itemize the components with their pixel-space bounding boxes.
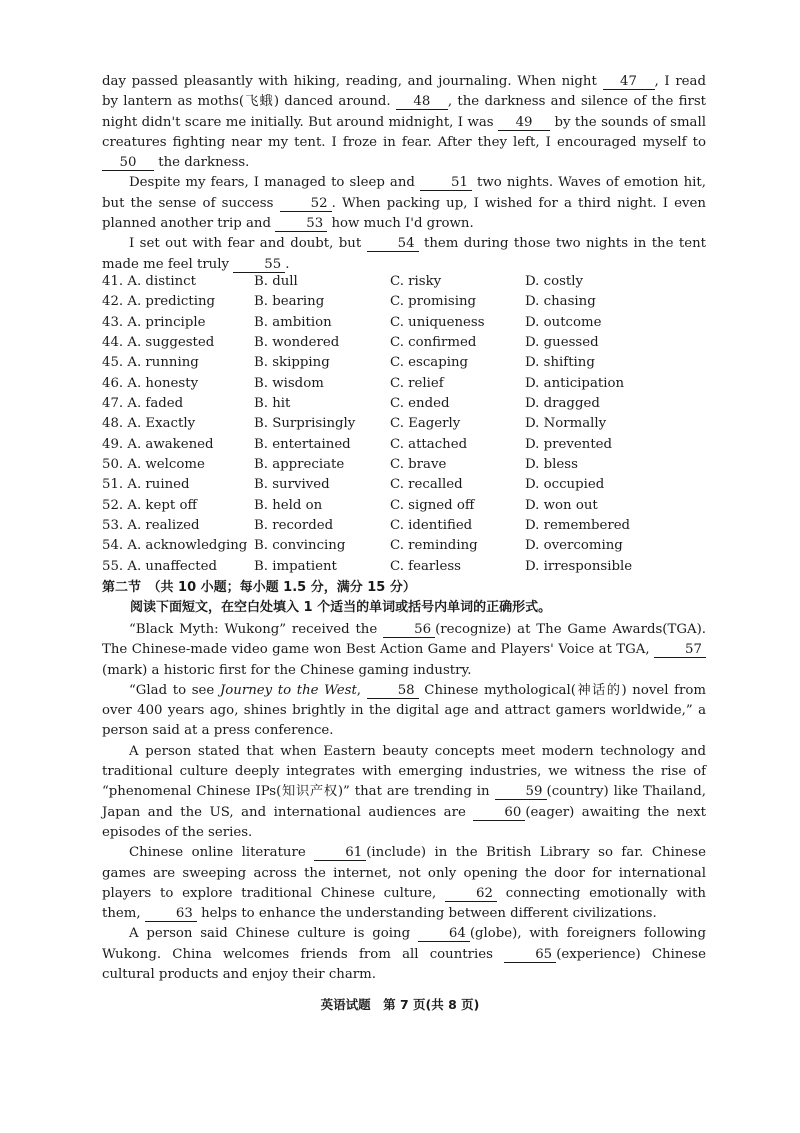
option-row-50 [102,455,722,475]
blank-52: 52 [280,196,332,212]
option-d: D. overcoming [525,538,623,554]
grammar-paragraph [102,742,706,843]
option-c: C. signed off [390,497,475,513]
passage-text: (experience) Chinese cultural products and enjoy their charm. [102,946,707,983]
option-c: C. promising [390,294,477,310]
passage-text: . When packing up, I wished for a third night. I even planned another trip and [102,195,706,232]
passage-text: day passed pleasantly with hiking, reading, and journaling. When night [102,74,603,89]
grammar-paragraph [102,620,706,681]
option-b: B. held on [254,497,323,513]
passage-text: helps to enhance the understanding between different civilizations. [196,906,657,922]
passage-text: Chinese mythological(神话的) novel from over 400 years ago, shines brightly in the digital age and attract gamers worldwide,” a person said at a press conference. [102,682,707,739]
grammar-paragraph [102,924,706,985]
option-d: D. anticipation [525,375,625,391]
option-row-54 [102,536,722,556]
section-heading: 第二节 （共 10 小题；每小题 1.5 分，满分 15 分） [102,580,416,595]
passage-text: how much I'd grown. [327,216,474,232]
option-a: 53. A. realized [102,518,200,534]
option-row-42 [102,292,722,312]
blank-50: 50 [102,155,154,171]
option-b: B. convincing [254,538,346,554]
option-b: B. hit [254,396,291,412]
option-row-45 [102,353,722,373]
passage-text: connecting emotionally with them, [102,885,706,922]
option-a: 43. A. principle [102,314,206,330]
option-row-52 [102,496,722,516]
blank-60: 60 [473,805,525,821]
passage-text: (eager) awaiting the next episodes of the series. [102,804,706,840]
passage-text: I set out with fear and doubt, but [129,236,367,252]
option-row-47 [102,394,722,414]
passage-text: (globe), with foreigners following Wukong. China welcomes friends from all countries [102,926,706,962]
blank-58: 58 [367,683,419,699]
page-footer: 英语试题 第 7 页(共 8 页) [320,997,480,1012]
blank-53: 53 [275,216,327,232]
passage-text: Chinese online literature [129,845,315,861]
option-d: D. outcome [525,314,602,330]
option-c: C. uniqueness [390,314,485,330]
option-row-51 [102,475,722,495]
option-c: C. brave [390,457,447,473]
passage-text: “Black Myth: Wukong” received the [129,622,384,637]
passage-text: A person said Chinese culture is going [129,926,418,942]
option-a: 47. A. faded [102,396,184,412]
blank-54: 54 [367,236,419,252]
option-d: D. costly [525,274,584,290]
answer-options [102,272,722,577]
option-a: 55. A. unaffected [102,558,217,574]
passage-text: two nights. Waves of emotion hit, but the sense of success [102,175,706,211]
option-c: C. reminding [390,538,478,554]
option-a: 45. A. running [102,355,199,371]
option-d: D. dragged [525,396,600,412]
option-d: D. occupied [525,477,605,493]
cloze-paragraph [102,173,706,234]
cloze-paragraph [102,72,706,173]
option-c: C. attached [390,436,468,452]
option-d: D. Normally [525,416,607,432]
blank-48: 48 [396,94,448,110]
option-a: 52. A. kept off [102,497,197,513]
option-row-48 [102,414,722,434]
option-d: D. prevented [525,436,613,452]
grammar-fill-passage [102,620,706,985]
option-b: B. impatient [254,558,337,574]
option-a: 42. A. predicting [102,294,216,310]
option-b: B. ambition [254,314,332,330]
option-b: B. wondered [254,335,340,351]
passage-text: “Glad to see [129,682,220,698]
option-c: C. escaping [390,355,469,371]
option-b: B. bearing [254,294,325,310]
blank-47: 47 [603,74,655,90]
option-a: 54. A. acknowledging [102,538,248,554]
option-b: B. recorded [254,518,334,534]
cloze-paragraph [102,234,706,275]
passage-text: (country) like Thailand, Japan and the US, and international audiences are [102,784,706,820]
option-a: 48. A. Exactly [102,416,196,432]
passage-text: (include) in the British Library so far. Chinese games are sweeping across the internet, not only opening the door for international players to explore traditional Chinese culture, [102,845,706,901]
option-b: B. dull [254,274,298,290]
option-row-44 [102,333,722,353]
option-d: D. chasing [525,294,596,310]
blank-61: 61 [314,845,366,861]
passage-text: them during those two nights in the tent made me feel truly [102,236,706,272]
blank-63: 63 [145,906,197,922]
option-b: B. wisdom [254,375,324,391]
option-row-53 [102,516,722,536]
blank-65: 65 [504,947,556,963]
option-a: 41. A. distinct [102,274,196,290]
option-a: 51. A. ruined [102,477,190,493]
section-instruction: 阅读下面短文，在空白处填入 1 个适当的单词或括号内单词的正确形式。 [130,600,552,615]
passage-text: the darkness. [154,155,250,171]
option-row-55 [102,557,722,577]
blank-55: 55 [233,257,285,273]
passage-text: Despite my fears, I managed to sleep and [129,175,420,191]
option-c: C. identified [390,518,473,534]
option-c: C. ended [390,396,450,412]
book-title: Journey to the West [219,682,357,698]
passage-text: , the darkness and silence of the first night didn't scare me initially. But around midnight, I was [102,94,707,130]
blank-64: 64 [418,926,470,942]
blank-62: 62 [445,886,497,902]
option-a: 44. A. suggested [102,335,215,351]
option-c: C. fearless [390,558,461,574]
passage-text: , [356,682,367,698]
option-row-46 [102,374,722,394]
option-b: B. entertained [254,436,351,452]
option-b: B. survived [254,477,330,493]
passage-text: (recognize) at The Game Awards(TGA). The Chinese-made video game won Best Action Game and Players' Voice at TGA, [102,622,707,658]
option-d: D. irresponsible [525,558,633,574]
cloze-passage [102,72,706,275]
passage-text: (mark) a historic first for the Chinese gaming industry. [102,662,472,678]
option-c: C. Eagerly [390,416,461,432]
blank-59: 59 [495,784,547,800]
option-a: 50. A. welcome [102,457,205,473]
blank-51: 51 [420,175,472,191]
option-d: D. remembered [525,518,631,534]
option-row-43 [102,313,722,333]
option-row-41 [102,272,722,292]
option-d: D. shifting [525,355,595,371]
option-row-49 [102,435,722,455]
blank-57: 57 [654,642,706,658]
option-c: C. confirmed [390,335,477,351]
option-b: B. appreciate [254,457,345,473]
passage-text: A person stated that when Eastern beauty concepts meet modern technology and traditional culture deeply integrates with emerging industries, we witness the rise of “phenomenal Chinese IPs(知识产权)” that are trending in [102,743,706,800]
option-a: 46. A. honesty [102,375,199,391]
option-d: D. won out [525,497,598,513]
option-c: C. recalled [390,477,463,493]
grammar-paragraph [102,681,706,742]
passage-text: by the sounds of small creatures fighting near my tent. I froze in fear. After they left, I encouraged myself to [102,114,706,150]
option-b: B. skipping [254,355,330,371]
option-c: C. risky [390,274,442,290]
option-a: 49. A. awakened [102,436,214,452]
option-d: D. bless [525,457,578,473]
blank-49: 49 [498,115,550,131]
passage-text: , I read by lantern as moths(飞蛾) danced around. [102,74,706,110]
blank-56: 56 [383,622,435,638]
option-b: B. Surprisingly [254,416,356,432]
option-c: C. relief [390,375,444,391]
passage-text: . [285,256,290,272]
option-d: D. guessed [525,335,599,351]
grammar-paragraph [102,843,706,924]
